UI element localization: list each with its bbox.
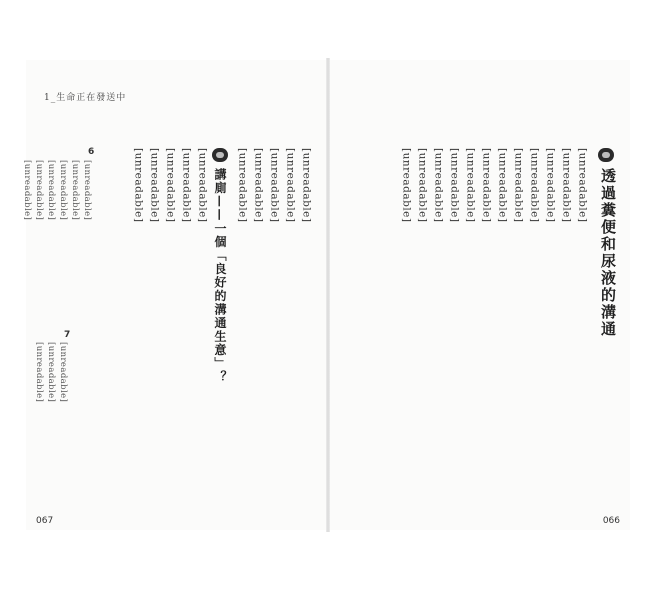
section-subheading: 講廁——一個「良好的溝通生意」？ [213,168,227,384]
body-column: [unreadable] [560,148,573,223]
running-head: 1_生命正在發送中 [44,93,127,103]
body-column: [unreadable] [132,148,145,223]
note-line: [unreadable] [58,342,69,403]
body-column: [unreadable] [576,148,589,223]
left-page [22,60,326,530]
page-number: 066 [602,516,620,526]
page-number: 067 [36,516,54,526]
note-line: [unreadable] [58,160,69,221]
body-column: [unreadable] [496,148,509,223]
body-column: [unreadable] [400,148,413,223]
note-number: 6 [88,147,95,157]
section-badge-icon [212,148,228,162]
section-heading: 透過糞便和尿液的溝通 [599,168,617,338]
note-line: [unreadable] [34,342,45,403]
body-column: [unreadable] [284,148,297,223]
body-column: [unreadable] [544,148,557,223]
body-column: [unreadable] [164,148,177,223]
note-line: [unreadable] [22,160,33,221]
note-line: [unreadable] [46,342,57,403]
note-number: 7 [64,330,71,340]
body-column: [unreadable] [180,148,193,223]
body-column: [unreadable] [448,148,461,223]
body-column: [unreadable] [512,148,525,223]
body-column: [unreadable] [236,148,249,223]
note-line: [unreadable] [46,160,57,221]
body-column: [unreadable] [268,148,281,223]
body-column: [unreadable] [300,148,313,223]
note-line: [unreadable] [70,160,81,221]
note-line: [unreadable] [82,160,93,221]
body-column: [unreadable] [480,148,493,223]
note-line: [unreadable] [34,160,45,221]
body-column: [unreadable] [432,148,445,223]
body-column: [unreadable] [528,148,541,223]
body-column: [unreadable] [196,148,209,223]
body-column: [unreadable] [416,148,429,223]
section-badge-icon [598,148,614,162]
right-page [330,60,630,530]
body-column: [unreadable] [464,148,477,223]
body-column: [unreadable] [148,148,161,223]
body-column: [unreadable] [252,148,265,223]
